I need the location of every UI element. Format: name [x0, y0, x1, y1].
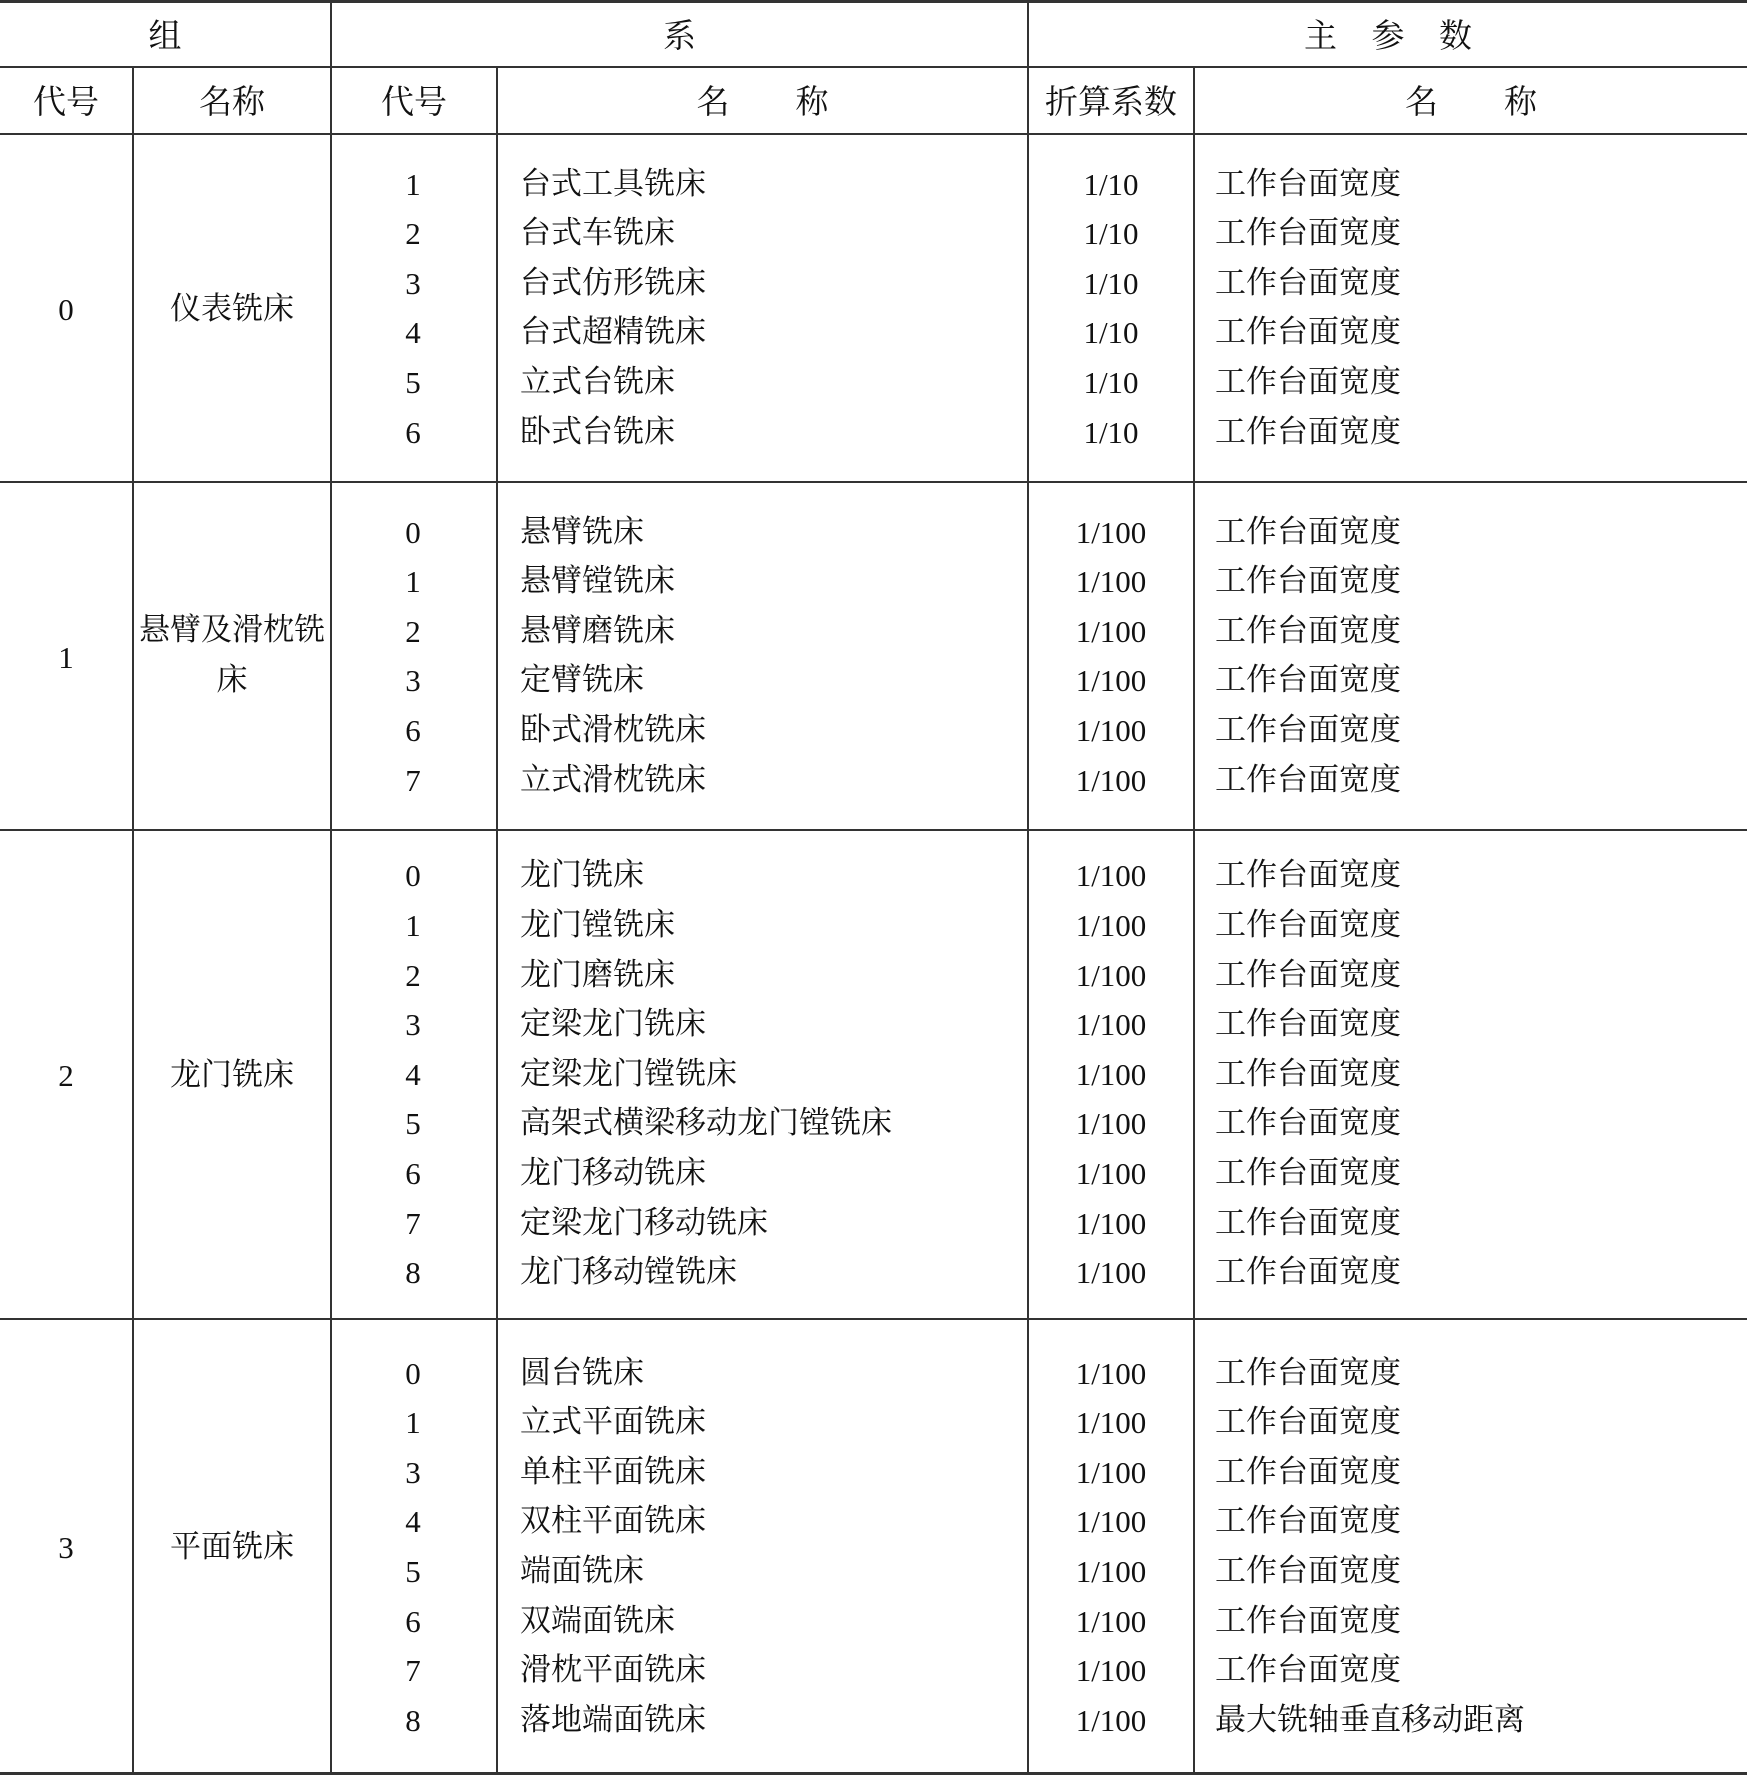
conversion-factor: 1/100: [1075, 1057, 1147, 1092]
param-name: 工作台面宽度: [1215, 762, 1401, 798]
group-divider: [0, 481, 1747, 483]
series-name: 高架式横梁移动龙门镗铣床: [520, 1105, 892, 1141]
param-name: 工作台面宽度: [1215, 364, 1401, 400]
conversion-factor: 1/100: [1075, 1703, 1147, 1738]
conversion-factor: 1/10: [1083, 365, 1139, 400]
series-name: 卧式台铣床: [520, 414, 675, 450]
conversion-factor: 1/10: [1083, 167, 1139, 202]
column-divider: [1193, 68, 1195, 1772]
series-code: 0: [405, 858, 421, 893]
series-name: 定臂铣床: [520, 662, 644, 698]
series-name: 圆台铣床: [520, 1355, 644, 1391]
series-code: 1: [405, 564, 421, 599]
param-name: 工作台面宽度: [1215, 1503, 1401, 1539]
param-name: 工作台面宽度: [1215, 857, 1401, 893]
header-divider: [0, 66, 1747, 68]
series-name: 台式超精铣床: [520, 314, 706, 350]
series-code: 2: [405, 216, 421, 251]
header-series: 系: [663, 16, 696, 55]
conversion-factor: 1/100: [1075, 1255, 1147, 1290]
conversion-factor: 1/10: [1083, 415, 1139, 450]
series-name: 双端面铣床: [520, 1603, 675, 1639]
conversion-factor: 1/100: [1075, 1156, 1147, 1191]
group-name: 仪表铣床: [170, 291, 294, 327]
header-group: 组: [148, 16, 182, 55]
series-code: 7: [405, 1653, 421, 1688]
param-name: 工作台面宽度: [1215, 907, 1401, 943]
series-code: 8: [405, 1703, 421, 1738]
conversion-factor: 1/100: [1075, 663, 1147, 698]
series-code: 5: [405, 365, 421, 400]
series-name: 单柱平面铣床: [520, 1454, 706, 1490]
conversion-factor: 1/100: [1075, 763, 1147, 798]
conversion-factor: 1/100: [1075, 1356, 1147, 1391]
series-code: 7: [405, 1206, 421, 1241]
conversion-factor: 1/100: [1075, 908, 1147, 943]
column-divider: [496, 68, 498, 1772]
series-name: 立式台铣床: [520, 364, 675, 400]
param-name: 工作台面宽度: [1215, 414, 1401, 450]
series-code: 4: [405, 1504, 421, 1539]
conversion-factor: 1/100: [1075, 1455, 1147, 1490]
series-code: 6: [405, 1604, 421, 1639]
series-code: 0: [405, 515, 421, 550]
group-code: 1: [58, 640, 74, 675]
conversion-factor: 1/100: [1075, 1604, 1147, 1639]
series-name: 悬臂磨铣床: [520, 613, 675, 649]
group-code: 2: [58, 1058, 74, 1093]
series-code: 2: [405, 614, 421, 649]
series-code: 4: [405, 315, 421, 350]
series-name: 卧式滑枕铣床: [520, 712, 706, 748]
bottom-border: [0, 1772, 1747, 1775]
conversion-factor: 1/10: [1083, 216, 1139, 251]
param-name: 工作台面宽度: [1215, 514, 1401, 550]
conversion-factor: 1/100: [1075, 1405, 1147, 1440]
series-code: 6: [405, 713, 421, 748]
series-name: 悬臂铣床: [520, 514, 644, 550]
group-divider: [0, 829, 1747, 831]
series-code: 5: [405, 1554, 421, 1589]
param-name: 工作台面宽度: [1215, 1105, 1401, 1141]
group-name: 龙门铣床: [170, 1057, 294, 1093]
series-code: 3: [405, 1007, 421, 1042]
series-name: 台式仿形铣床: [520, 265, 706, 301]
series-code: 8: [405, 1255, 421, 1290]
conversion-factor: 1/100: [1075, 1554, 1147, 1589]
param-name: 工作台面宽度: [1215, 957, 1401, 993]
param-name: 工作台面宽度: [1215, 1355, 1401, 1391]
conversion-factor: 1/100: [1075, 1653, 1147, 1688]
series-name: 龙门移动镗铣床: [520, 1254, 737, 1290]
param-name: 工作台面宽度: [1215, 1056, 1401, 1092]
param-name: 工作台面宽度: [1215, 166, 1401, 202]
conversion-factor: 1/100: [1075, 564, 1147, 599]
series-name: 落地端面铣床: [520, 1702, 706, 1738]
conversion-factor: 1/100: [1075, 515, 1147, 550]
header-param-name: 名 称: [1405, 82, 1537, 121]
header-factor: 折算系数: [1045, 82, 1177, 121]
header-series-code: 代号: [381, 82, 447, 121]
group-divider: [0, 1318, 1747, 1320]
group-code: 3: [58, 1530, 74, 1565]
series-name: 滑枕平面铣床: [520, 1652, 706, 1688]
param-name: 工作台面宽度: [1215, 1603, 1401, 1639]
series-code: 6: [405, 1156, 421, 1191]
param-name: 工作台面宽度: [1215, 1553, 1401, 1589]
conversion-factor: 1/100: [1075, 1504, 1147, 1539]
group-code: 0: [58, 292, 74, 327]
series-name: 双柱平面铣床: [520, 1503, 706, 1539]
param-name: 工作台面宽度: [1215, 1205, 1401, 1241]
group-name: 平面铣床: [170, 1529, 294, 1565]
series-name: 台式工具铣床: [520, 166, 706, 202]
series-code: 7: [405, 763, 421, 798]
series-code: 3: [405, 663, 421, 698]
series-code: 5: [405, 1106, 421, 1141]
series-name: 定梁龙门移动铣床: [520, 1205, 768, 1241]
conversion-factor: 1/100: [1075, 958, 1147, 993]
param-name: 工作台面宽度: [1215, 314, 1401, 350]
param-name: 工作台面宽度: [1215, 215, 1401, 251]
series-name: 龙门移动铣床: [520, 1155, 706, 1191]
header-main-param: 主 参 数: [1304, 16, 1472, 55]
series-code: 1: [405, 167, 421, 202]
series-code: 3: [405, 266, 421, 301]
series-name: 端面铣床: [520, 1553, 644, 1589]
conversion-factor: 1/100: [1075, 858, 1147, 893]
series-code: 6: [405, 415, 421, 450]
param-name: 工作台面宽度: [1215, 1155, 1401, 1191]
series-code: 1: [405, 908, 421, 943]
series-name: 定梁龙门铣床: [520, 1006, 706, 1042]
param-name: 工作台面宽度: [1215, 563, 1401, 599]
series-code: 0: [405, 1356, 421, 1391]
series-name: 悬臂镗铣床: [520, 563, 675, 599]
conversion-factor: 1/100: [1075, 614, 1147, 649]
series-name: 立式滑枕铣床: [520, 762, 706, 798]
series-name: 定梁龙门镗铣床: [520, 1056, 737, 1092]
header-group-name: 名称: [199, 82, 265, 121]
conversion-factor: 1/100: [1075, 1206, 1147, 1241]
param-name: 工作台面宽度: [1215, 662, 1401, 698]
header-bottom-rule: [0, 133, 1747, 135]
param-name: 工作台面宽度: [1215, 1254, 1401, 1290]
header-group-code: 代号: [33, 82, 99, 121]
param-name: 工作台面宽度: [1215, 1404, 1401, 1440]
group-name: 悬臂及滑枕铣床: [139, 612, 325, 698]
header-series-name: 名 称: [696, 82, 829, 121]
series-code: 4: [405, 1057, 421, 1092]
param-name: 最大铣轴垂直移动距离: [1215, 1702, 1525, 1738]
param-name: 工作台面宽度: [1215, 1652, 1401, 1688]
conversion-factor: 1/10: [1083, 315, 1139, 350]
param-name: 工作台面宽度: [1215, 1454, 1401, 1490]
param-name: 工作台面宽度: [1215, 712, 1401, 748]
conversion-factor: 1/100: [1075, 1007, 1147, 1042]
top-border: [0, 0, 1747, 3]
series-name: 立式平面铣床: [520, 1404, 706, 1440]
param-name: 工作台面宽度: [1215, 613, 1401, 649]
series-code: 3: [405, 1455, 421, 1490]
series-name: 龙门镗铣床: [520, 907, 675, 943]
param-name: 工作台面宽度: [1215, 265, 1401, 301]
series-name: 台式车铣床: [520, 215, 675, 251]
conversion-factor: 1/100: [1075, 1106, 1147, 1141]
series-name: 龙门磨铣床: [520, 957, 675, 993]
series-name: 龙门铣床: [520, 857, 644, 893]
conversion-factor: 1/10: [1083, 266, 1139, 301]
series-code: 1: [405, 1405, 421, 1440]
conversion-factor: 1/100: [1075, 713, 1147, 748]
series-code: 2: [405, 958, 421, 993]
param-name: 工作台面宽度: [1215, 1006, 1401, 1042]
